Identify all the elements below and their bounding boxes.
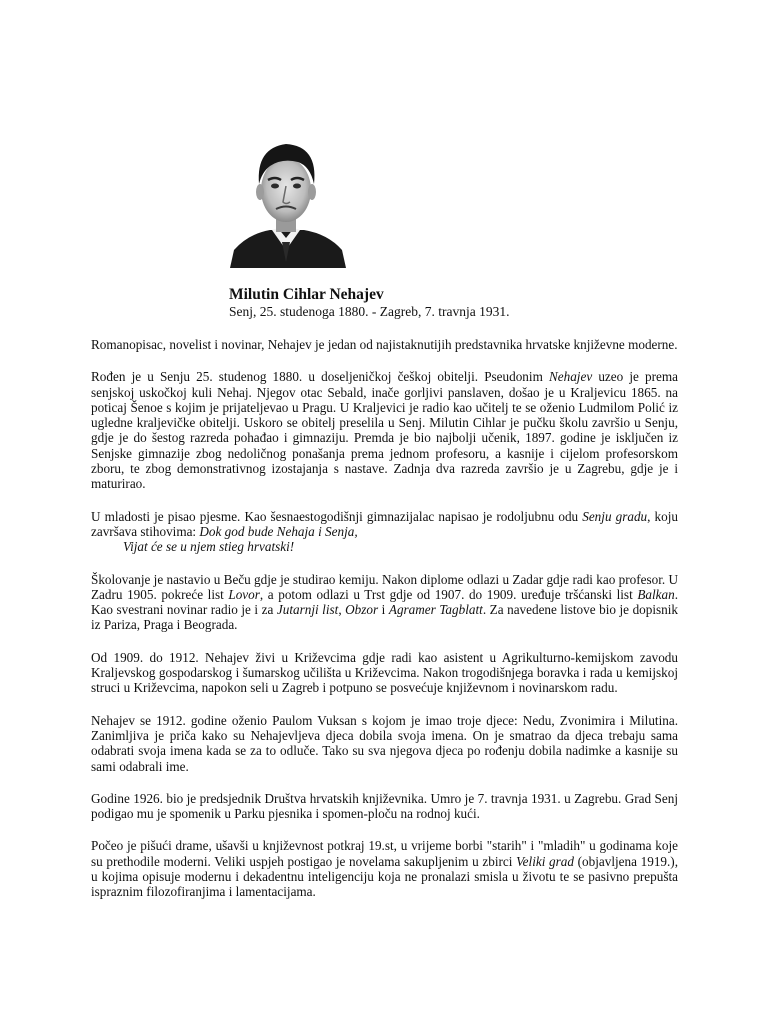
paragraph: Školovanje je nastavio u Beču gdje je studirao kemiju. Nakon diplome odlazi u Zadar gdje radi kao profesor. U Zadru 1905. pokreće list Lovor, a potom odlazi u Trst gdje od 1907. do 1909. uređuje tršćanski list Balkan. Kao svestrani novinar radio je i za Jutarnji list, Obzor i Agramer Tagblatt. Za navedene listove bio je dopisnik iz Pariza, Praga i Beograda.	[91, 571, 678, 633]
paragraph: Nehajev se 1912. godine oženio Paulom Vuksan s kojom je imao troje djece: Nedu, Zvonimira i Milutina. Zanimljiva je priča kako su Nehajevljeva djeca dobila svoja imena. On je smatrao da djeca trebaju sama odabrati svoja imena kada se za to odluče. Tako su sva njegova djeca po rođenju dobila nadimke a kasnije su sami odabrali ime.	[91, 712, 678, 774]
paragraph: Od 1909. do 1912. Nehajev živi u Križevcima gdje radi kao asistent u Agrikulturno-kemijskom zavodu Kraljevskog gospodarskog i šumarskog učilišta u Križevcima. Nakon trogodišnjega boravka i rada u kemijskoj struci u Križevcima, napokon seli u Zagreb i potpuno se posvećuje književnom i novinarskom radu.	[91, 649, 678, 696]
author-portrait	[228, 138, 346, 268]
paragraph: Godine 1926. bio je predsjednik Društva hrvatskih književnika. Umro je 7. travnja 1931. u Zagrebu. Grad Senj podigao mu je spomenik u Parku pjesnika i spomen-ploču na rodnoj kući.	[91, 790, 678, 822]
paragraph: Rođen je u Senju 25. studenog 1880. u doseljeničkoj češkoj obitelji. Pseudonim Nehajev uzeo je prema senjskoj uskočkoj kuli Nehaj. Njegov otac Sebald, inače gorljivi panslaven, došao je u Kraljevicu 1865. na poticaj Šenoe s kojim je prijateljevao u Pragu. U Kraljevici je radio kao učitelj te se oženio Ludmilom Polić iz ugledne kraljevičke obitelji. Uskoro se obitelj preselila u Senj. Milutin Cihlar je pučku školu završio u Senju, gdje je do šestog razreda pohađao i gimnaziju. Premda je bio najbolji učenik, 1897. godine je isključen iz Senjske gimnazije zbog nedoličnog ponašanja prema jednom profesoru, a kasnije i cijelom profesorskom zboru, te zbog demonstrativnog izostajanja s nastave. Zadnja dva razreda završio je u Zagrebu, gdje je i maturirao.	[91, 369, 678, 492]
paragraph: U mladosti je pisao pjesme. Kao šesnaestogodišnji gimnazijalac napisao je rodoljubnu odu Senju gradu, koju završava stihovima: Dok god bude Nehaja i Senja, Vijat će se u njem stieg hrvatski!	[91, 508, 678, 555]
paragraph: Počeo je pišući drame, ušavši u književnost potkraj 19.st, u vrijeme borbi "starih" i "mladih" u godinama koje su prethodile moderni. Veliki uspjeh postigao je novelama sakupljenim u zbirci Veliki grad (objavljena 1919.), u kojima opisuje modernu i dekadentnu inteligenciju koja ne pronalazi smisla u životu te se pasivno prepušta ispraznim filozofiranjima i lamentacijama.	[91, 838, 678, 900]
paragraph: Romanopisac, novelist i novinar, Nehajev je jedan od najistaknutijih predstavnika hrvatske književne moderne.	[91, 337, 678, 352]
author-name: Milutin Cihlar Nehajev	[229, 286, 384, 303]
author-dates: Senj, 25. studenoga 1880. - Zagreb, 7. travnja 1931.	[229, 304, 510, 319]
biography-text	[91, 337, 678, 917]
